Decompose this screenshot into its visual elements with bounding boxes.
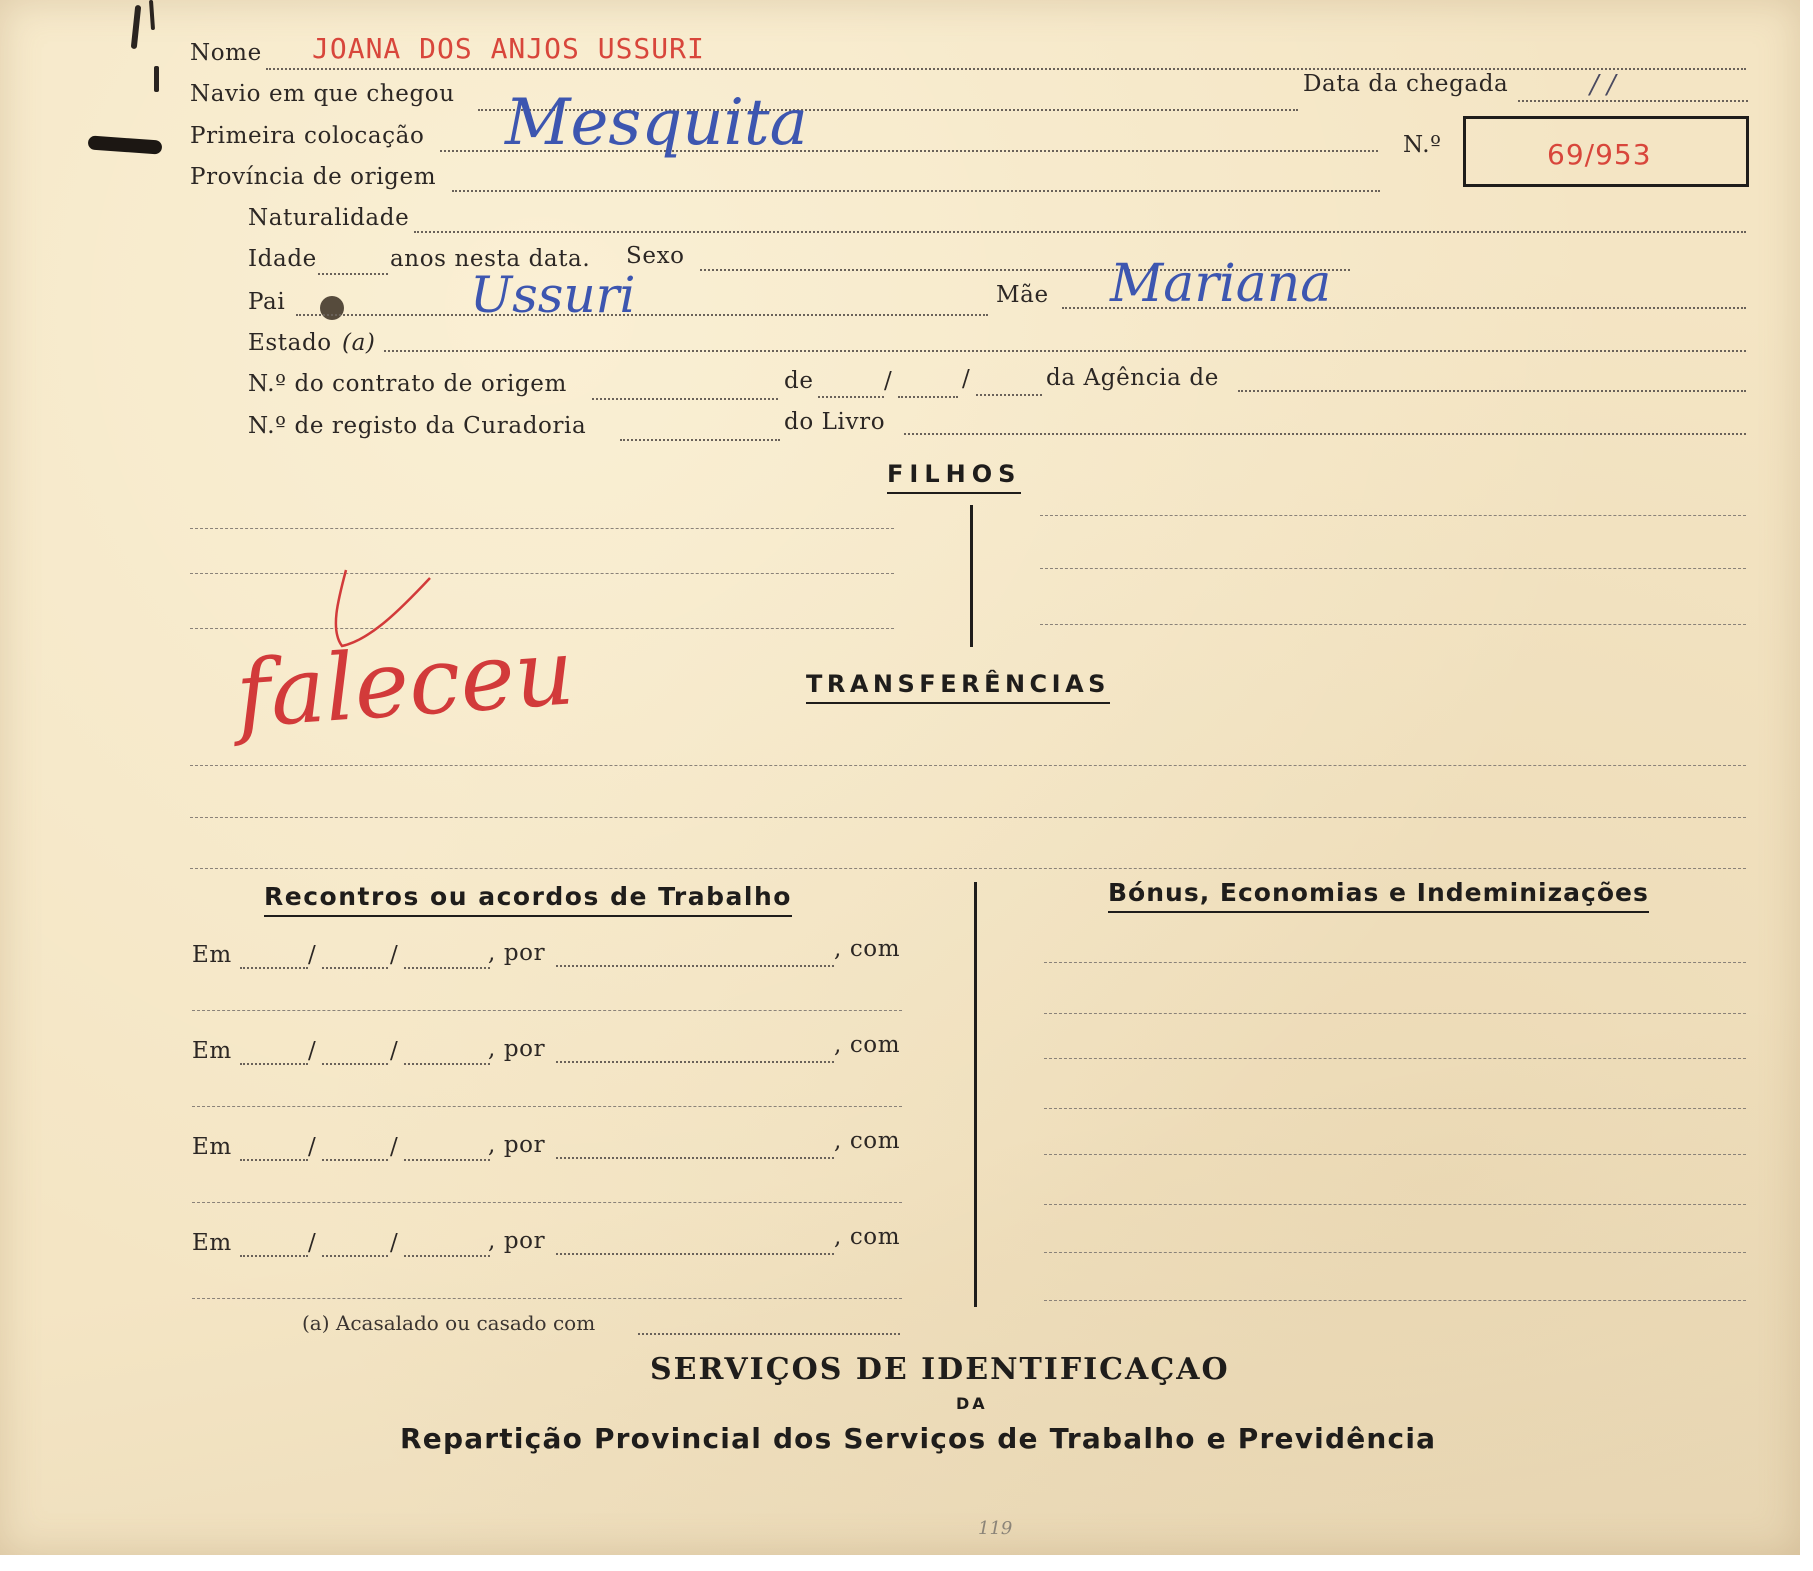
livro-label: do Livro [784,409,886,435]
recontro-por-line [556,965,834,967]
margin-mark [154,66,159,92]
recontro-date-month [322,1159,388,1161]
transferencias-line [190,817,1746,818]
recontro-date-slash: / [308,1134,317,1160]
contrato-de-label: de [784,368,814,394]
recontro-date-day [240,967,308,969]
filhos-line-right [1040,568,1746,569]
contrato-date-year [976,394,1042,396]
recontro-em-label: Em [192,1038,232,1064]
nome-value: JOANA DOS ANJOS USSURI [312,32,705,65]
recontro-date-month [322,967,388,969]
data-chegada-line [1518,100,1748,102]
recontro-date-slash: / [390,1038,399,1064]
idade-line [318,273,388,275]
idade-label: Idade [248,246,317,272]
recontro-date-month [322,1063,388,1065]
recontro-por-label: , por [488,1132,546,1158]
bonus-heading: Bónus, Economias e Indeminizações [1108,878,1649,913]
agencia-label: da Agência de [1046,365,1219,391]
recontro-por-label: , por [488,940,546,966]
recontro-com-label: , com [834,936,901,962]
margin-mark [149,0,155,30]
pai-line [296,314,988,316]
livro-line [904,433,1746,435]
transferencias-heading: TRANSFERÊNCIAS [806,670,1110,704]
contrato-date-slash: / [884,368,893,394]
bonus-line [1044,1154,1746,1155]
recontro-com-label: , com [834,1032,901,1058]
recontro-por-line [556,1253,834,1255]
bonus-line [1044,962,1746,963]
agencia-line [1238,390,1746,392]
ink-stain [320,296,344,320]
recontro-date-slash: / [390,942,399,968]
data-chegada-label: Data da chegada [1303,71,1509,97]
contrato-label: N.º do contrato de origem [248,371,567,397]
nome-line [266,68,1746,70]
recontro-date-slash: / [390,1230,399,1256]
faleceu-annotation: faleceu [232,618,578,749]
transferencias-line [190,765,1746,766]
footer-da: DA [956,1394,988,1413]
recontro-date-slash: / [308,942,317,968]
data-chegada-value: / / [1590,70,1616,100]
recontro-date-year [404,1159,490,1161]
nome-label: Nome [190,40,262,66]
primeira-colocacao-value: Mesquita [505,86,808,160]
recontros-heading: Recontros ou acordos de Trabalho [264,882,792,917]
recontro-por-label: , por [488,1036,546,1062]
provincia-label: Província de origem [190,164,437,190]
registo-label: N.º de registo da Curadoria [248,413,587,439]
recontro-date-day [240,1063,308,1065]
bonus-line [1044,1108,1746,1109]
bonus-line [1044,1058,1746,1059]
bonus-line [1044,1013,1746,1014]
footer-title: SERVIÇOS DE IDENTIFICAÇAO [650,1352,1230,1387]
pai-label: Pai [248,289,286,315]
recontro-com-label: , com [834,1128,901,1154]
bonus-line [1044,1300,1746,1301]
recontro-em-label: Em [192,942,232,968]
recontro-em-label: Em [192,1230,232,1256]
margin-mark [131,5,142,49]
registo-line [620,439,780,441]
naturalidade-label: Naturalidade [248,205,410,231]
lower-divider [974,882,977,1307]
filhos-line-right [1040,515,1746,516]
primeira-colocacao-label: Primeira colocação [190,123,425,149]
footnote: (a) Acasalado ou casado com [302,1311,596,1335]
numero-label: N.º [1403,132,1442,158]
numero-value: 69/953 [1547,138,1652,171]
transferencias-line [190,868,1746,869]
sexo-label: Sexo [626,243,685,269]
recontro-continuation-line [192,1202,902,1203]
recontro-date-day [240,1159,308,1161]
bonus-line [1044,1252,1746,1253]
mae-label: Mãe [996,282,1049,308]
recontro-date-slash: / [308,1230,317,1256]
navio-label: Navio em que chegou [190,81,455,107]
provincia-line [452,190,1380,192]
recontro-em-label: Em [192,1134,232,1160]
recontro-date-slash: / [390,1134,399,1160]
footer-department: Repartição Provincial dos Serviços de Trabalho e Previdência [400,1422,1437,1455]
pai-value: Ussuri [470,266,636,324]
footnote-line [638,1333,900,1335]
estado-note: (a) [342,330,376,356]
anos-label: anos nesta data. [390,246,591,272]
recontro-com-label: , com [834,1224,901,1250]
estado-line [384,350,1746,352]
recontro-date-year [404,967,490,969]
recontro-date-month [322,1255,388,1257]
page-mark: 119 [978,1518,1013,1539]
recontro-continuation-line [192,1010,902,1011]
recontro-por-line [556,1061,834,1063]
contrato-date-month [898,396,958,398]
estado-label: Estado [248,330,332,356]
recontro-continuation-line [192,1298,902,1299]
recontro-continuation-line [192,1106,902,1107]
filhos-divider [970,505,973,647]
bonus-line [1044,1204,1746,1205]
recontro-date-slash: / [308,1038,317,1064]
mae-value: Mariana [1110,254,1332,314]
contrato-date-slash: / [962,366,971,392]
recontro-date-year [404,1063,490,1065]
filhos-line-right [1040,624,1746,625]
contrato-date-day [818,396,884,398]
filhos-heading: FILHOS [887,460,1021,494]
contrato-line [592,398,778,400]
margin-mark [88,135,163,154]
recontro-date-day [240,1255,308,1257]
recontro-date-year [404,1255,490,1257]
filhos-line-left [190,528,894,529]
recontro-por-label: , por [488,1228,546,1254]
naturalidade-line [414,231,1746,233]
recontro-por-line [556,1157,834,1159]
